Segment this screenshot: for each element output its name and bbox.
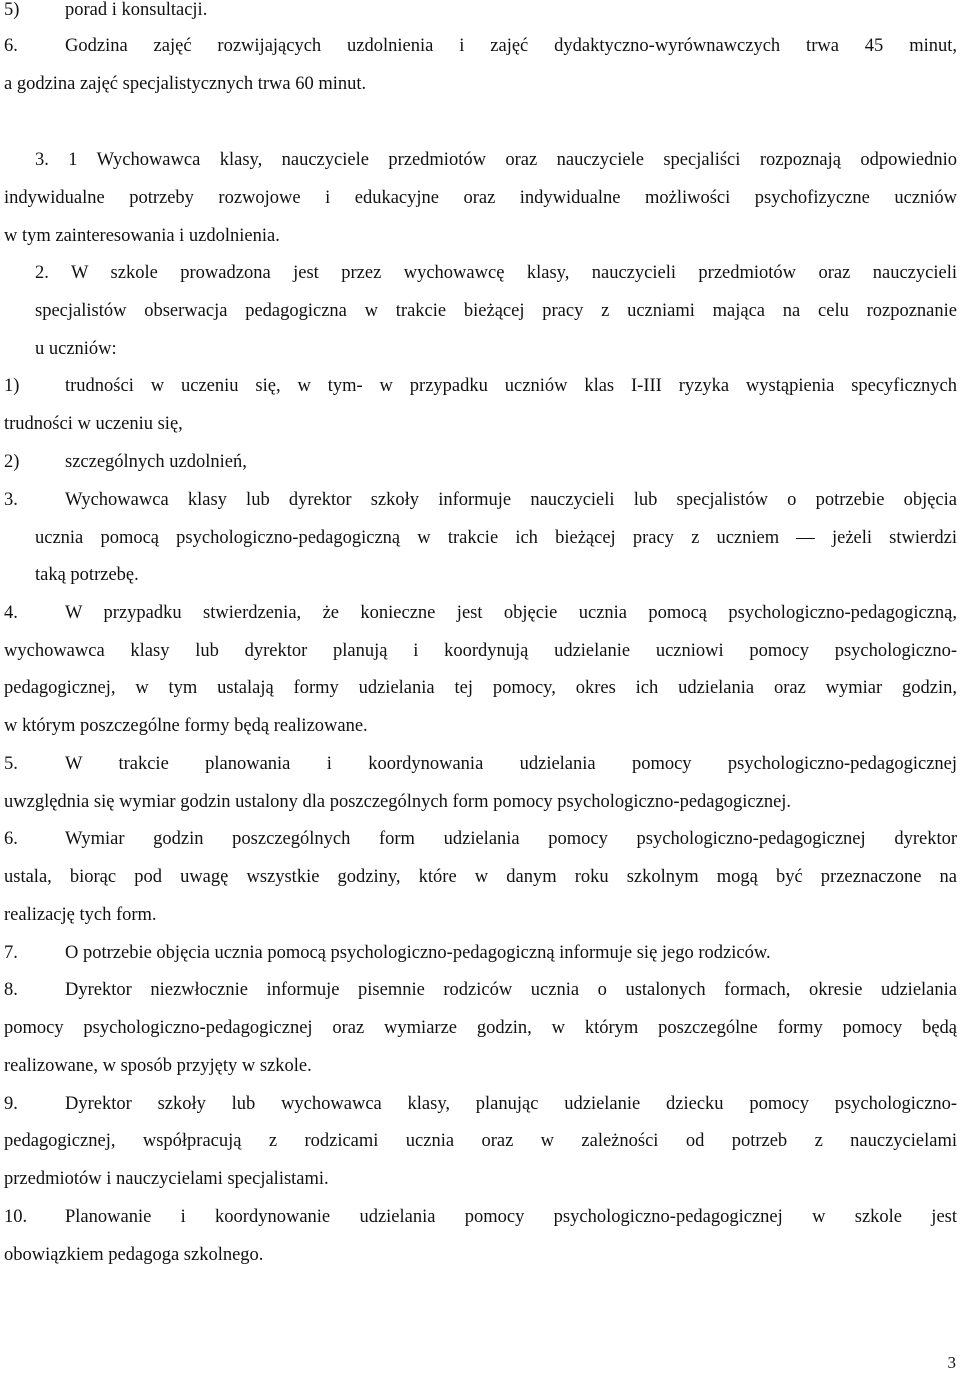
paragraph-line: 2. W szkole prowadzona jest przez wychowawcę klasy, nauczycieli przedmiotów oraz nauczycieli: [35, 263, 957, 283]
paragraph-line: 3. 1 Wychowawca klasy, nauczyciele przedmiotów oraz nauczyciele specjaliści rozpoznają odpowiednio: [35, 150, 957, 170]
paragraph-text: porad i konsultacji.: [65, 0, 208, 20]
list-number: 3.: [4, 490, 18, 510]
page-number: 3: [947, 1353, 956, 1372]
paragraph-text: Planowanie i koordynowanie udzielania pomocy psychologiczno-pedagogicznej w szkole jest: [65, 1207, 957, 1227]
paragraph-line: taką potrzebę.: [35, 565, 139, 585]
list-number: 10.: [4, 1207, 28, 1227]
list-number: 9.: [4, 1094, 18, 1114]
paragraph-line: realizację tych form.: [4, 905, 157, 925]
list-number: 5.: [4, 754, 18, 774]
paragraph-text: Godzina zajęć rozwijających uzdolnienia i zajęć dydaktyczno-wyrównawczych trwa 45 minut,: [65, 36, 957, 56]
list-number: 8.: [4, 980, 18, 1000]
list-item: [4, 1091, 957, 1117]
paragraph-text: szczególnych uzdolnień,: [65, 452, 247, 472]
paragraph-text: Wychowawca klasy lub dyrektor szkoły informuje nauczycieli lub specjalistów o potrzebie objęcia: [65, 490, 957, 510]
paragraph-text: Dyrektor niezwłocznie informuje pisemnie rodziców ucznia o ustalonych formach, okresie udzielania: [65, 980, 957, 1000]
paragraph-line: [4, 33, 957, 59]
list-number: 7.: [4, 943, 18, 963]
paragraph-line: pedagogicznej, współpracują z rodzicami ucznia oraz w zależności od potrzeb z nauczycielami: [4, 1131, 957, 1151]
list-item: [4, 487, 957, 513]
paragraph-line: u uczniów:: [35, 339, 117, 359]
paragraph-line: uwzględnia się wymiar godzin ustalony dla poszczególnych form pomocy psychologiczno-pedagogicznej.: [4, 792, 792, 812]
list-number: 2): [4, 452, 20, 472]
list-item: [4, 751, 957, 777]
paragraph-line: ucznia pomocą psychologiczno-pedagogiczną w trakcie ich bieżącej pracy z uczniem — jeżeli stwierdzi: [35, 528, 957, 548]
paragraph-line: obowiązkiem pedagoga szkolnego.: [4, 1245, 264, 1265]
paragraph-line: ustala, biorąc pod uwagę wszystkie godziny, które w danym roku szkolnym mogą być przeznaczone na: [4, 867, 957, 887]
paragraph-line: a godzina zajęć specjalistycznych trwa 60 minut.: [4, 74, 367, 94]
list-item: [4, 977, 957, 1003]
list-item: [4, 826, 957, 852]
paragraph-line: pedagogicznej, w tym ustalają formy udzielania tej pomocy, okres ich udzielania oraz wymiar godzin,: [4, 678, 957, 698]
list-item: [4, 600, 957, 626]
paragraph-line: realizowane, w sposób przyjęty w szkole.: [4, 1056, 312, 1076]
paragraph-line: trudności w uczeniu się,: [4, 414, 183, 434]
list-number: 6.: [4, 36, 18, 56]
list-item: [4, 449, 957, 475]
paragraph-line: specjalistów obserwacja pedagogiczna w trakcie bieżącej pracy z uczniami mająca na celu rozpoznanie: [35, 301, 957, 321]
list-number: 6.: [4, 829, 18, 849]
paragraph-text: Dyrektor szkoły lub wychowawca klasy, planując udzielanie dziecku pomocy psychologiczno-: [65, 1094, 957, 1114]
paragraph-line: pomocy psychologiczno-pedagogicznej oraz wymiarze godzin, w którym poszczególne formy pomocy będą: [4, 1018, 957, 1038]
list-number: 5): [4, 0, 20, 20]
list-number: 1): [4, 376, 20, 396]
paragraph-line: indywidualne potrzeby rozwojowe i edukacyjne oraz indywidualne możliwości psychofizyczne uczniów: [4, 188, 957, 208]
paragraph-line: przedmiotów i nauczycielami specjalistami.: [4, 1169, 329, 1189]
paragraph-line: w tym zainteresowania i uzdolnienia.: [4, 226, 280, 246]
paragraph-text: trudności w uczeniu się, w tym- w przypadku uczniów klas I-III ryzyka wystąpienia specyficznych: [65, 376, 957, 396]
list-item: [4, 1204, 957, 1230]
list-item: [4, 373, 957, 399]
paragraph-text: O potrzebie objęcia ucznia pomocą psychologiczno-pedagogiczną informuje się jego rodziców.: [65, 943, 771, 963]
paragraph-text: Wymiar godzin poszczególnych form udzielania pomocy psychologiczno-pedagogicznej dyrektor: [65, 829, 957, 849]
paragraph-text: W trakcie planowania i koordynowania udzielania pomocy psychologiczno-pedagogicznej: [65, 754, 957, 774]
paragraph-line: wychowawca klasy lub dyrektor planują i koordynują udzielanie uczniowi pomocy psychologiczno-: [4, 641, 957, 661]
paragraph-line: w którym poszczególne formy będą realizowane.: [4, 716, 368, 736]
list-item: [4, 0, 957, 23]
paragraph-text: W przypadku stwierdzenia, że konieczne jest objęcie ucznia pomocą psychologiczno-pedagogiczną,: [65, 603, 957, 623]
list-number: 4.: [4, 603, 18, 623]
list-item: [4, 940, 957, 966]
